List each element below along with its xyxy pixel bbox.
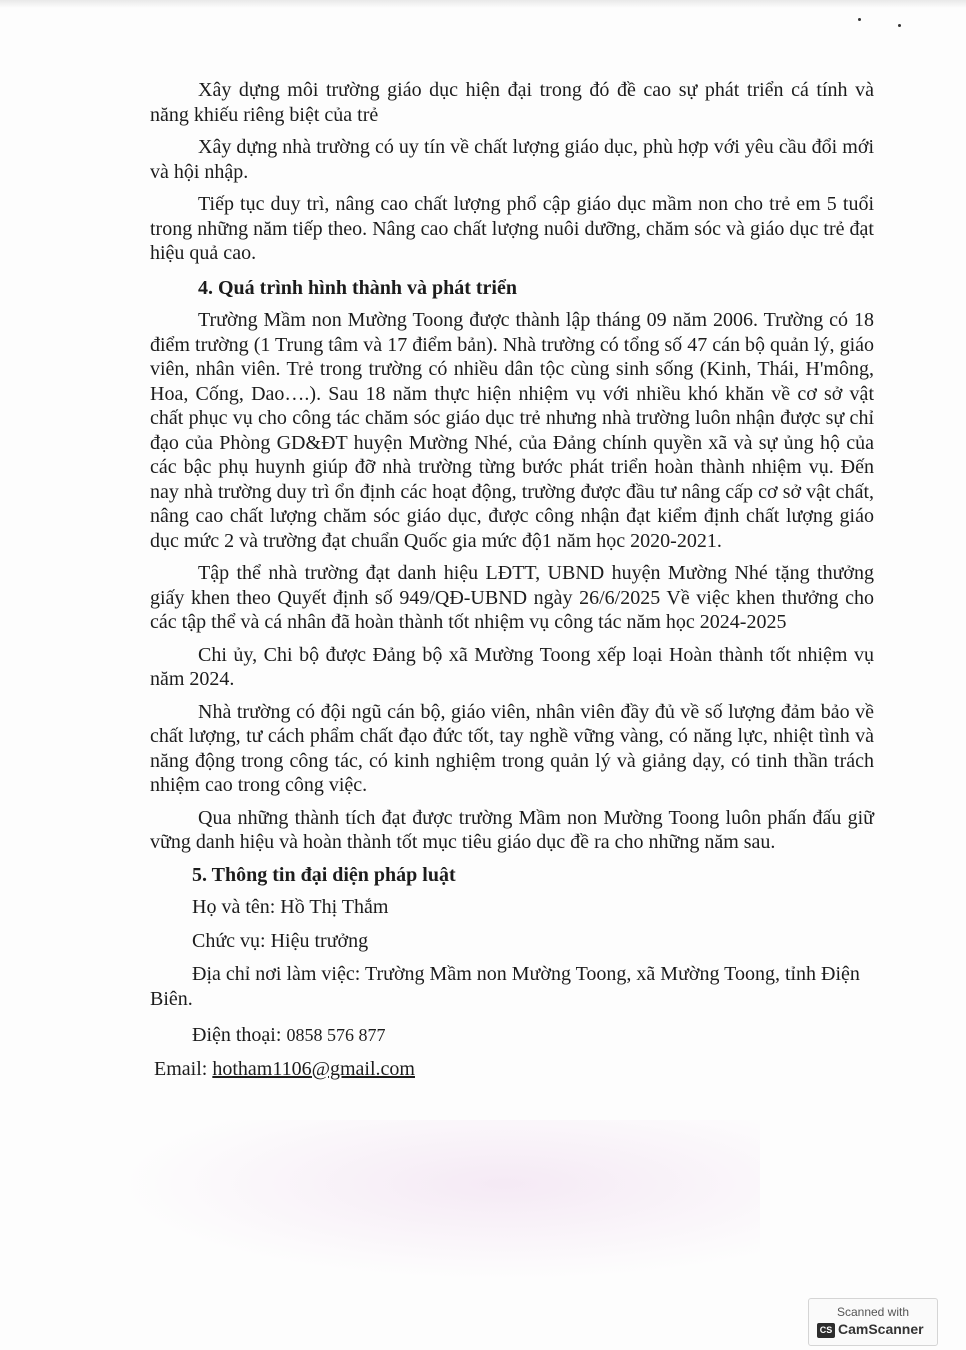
- section-4-paragraph-summary: Qua những thành tích đạt được trường Mầm non Mường Toong luôn phấn đấu giữ vững danh hiệu và hoàn thành tốt mục tiêu giáo dục đề ra cho những năm sau.: [150, 806, 874, 853]
- paragraph-goal-1: Xây dựng môi trường giáo dục hiện đại trong đó đề cao sự phát triển cá tính và năng khiếu riêng biệt của trẻ: [150, 79, 874, 126]
- representative-email: [150, 1057, 874, 1082]
- section-4-paragraph-award: Tập thể nhà trường đạt danh hiệu LĐTT, UBND huyện Mường Nhé tặng thưởng giấy khen theo Quyết định số 949/QĐ-UBND ngày 26/6/2025 Về việc khen thưởng cho các tập thể và cá nhân đã hoàn thành tốt nhiệm vụ công tác năm học 2024-2025: [150, 562, 874, 633]
- section-5-heading: 5. Thông tin đại diện pháp luật: [192, 863, 456, 886]
- badge-caption: Scanned with: [836, 1305, 910, 1319]
- scan-speck: [898, 24, 901, 27]
- section-4-paragraph-history: Trường Mầm non Mường Toong được thành lập tháng 09 năm 2006. Trường có 18 điểm trường (1 Trung tâm và 17 điểm bản). Nhà trường có tổng số 47 cán bộ quản lý, giáo viên, nhân viên. Trẻ trong trường có nhiều dân tộc cùng sinh sống (Kinh, Thái, H'mông, Hoa, Cống, Dao….). Sau 18 năm thực hiện nhiệm vụ với nhiều khó khăn về cơ sở vật chất phục vụ cho công tác chăm sóc giáo dục trẻ nhưng nhà trường luôn nhận được sự chỉ đạo của Phòng GD&ĐT huyện Mường Nhé, của Đảng chính quyền xã và sự ủng hộ của các bậc phụ huynh giúp đỡ nhà trường từng bước phát triển hoàn thành nhiệm vụ. Đến nay nhà trường duy trì ổn định các hoạt động, trường được đầu tư nâng cấp cơ sở vật chất, nâng cao chất lượng chăm sóc giáo dục, được công nhận đạt kiểm định chất lượng giáo dục mức 2 và trường đạt chuẩn Quốc gia mức độ1 năm học 2020-2021.: [150, 309, 874, 552]
- paragraph-goal-3: Tiếp tục duy trì, nâng cao chất lượng phổ cập giáo dục mầm non cho trẻ em 5 tuổi trong những năm tiếp theo. Nâng cao chất lượng nuôi dưỡng, chăm sóc và giáo dục trẻ đạt hiệu quả cao.: [150, 193, 874, 264]
- section-4-paragraph-staff: Nhà trường có đội ngũ cán bộ, giáo viên, nhân viên đầy đủ về số lượng đảm bảo về chất lượng, tư cách phẩm chất đạo đức tốt, tay nghề vững vàng, có năng lực, nhiệt tình và năng động trong công tác, có kinh nghiệm trong quản lý và giảng dạy, có tinh thần trách nhiệm cao trong công việc.: [150, 700, 874, 796]
- representative-phone: [150, 1023, 874, 1048]
- scan-speck: [858, 18, 861, 21]
- representative-address: Địa chỉ nơi làm việc: Trường Mầm non Mường Toong, xã Mường Toong, tỉnh Điện Biên.: [150, 963, 860, 1010]
- scan-top-edge: [0, 0, 966, 8]
- document-body: [150, 78, 874, 1081]
- phone-label: Điện thoại:: [192, 1024, 287, 1046]
- camscanner-badge: [808, 1298, 938, 1346]
- paper-tint: [120, 1120, 760, 1280]
- email-link[interactable]: hotham1106@gmail.com: [212, 1057, 415, 1080]
- phone-value: 0858 576 877: [286, 1025, 386, 1045]
- email-label: Email:: [154, 1057, 213, 1080]
- section-4-paragraph-party: Chi ủy, Chi bộ được Đảng bộ xã Mường Toong xếp loại Hoàn thành tốt nhiệm vụ năm 2024.: [150, 643, 874, 690]
- section-4-heading: 4. Quá trình hình thành và phát triển: [198, 276, 517, 299]
- representative-name: Họ và tên: Hồ Thị Thắm: [192, 896, 389, 918]
- paragraph-goal-2: Xây dựng nhà trường có uy tín về chất lượng giáo dục, phù hợp với yêu cầu đổi mới và hội nhập.: [150, 136, 874, 183]
- camscanner-logo-icon: CS: [817, 1323, 835, 1338]
- representative-position: Chức vụ: Hiệu trưởng: [192, 929, 369, 952]
- badge-app-name: CamScanner: [838, 1321, 924, 1337]
